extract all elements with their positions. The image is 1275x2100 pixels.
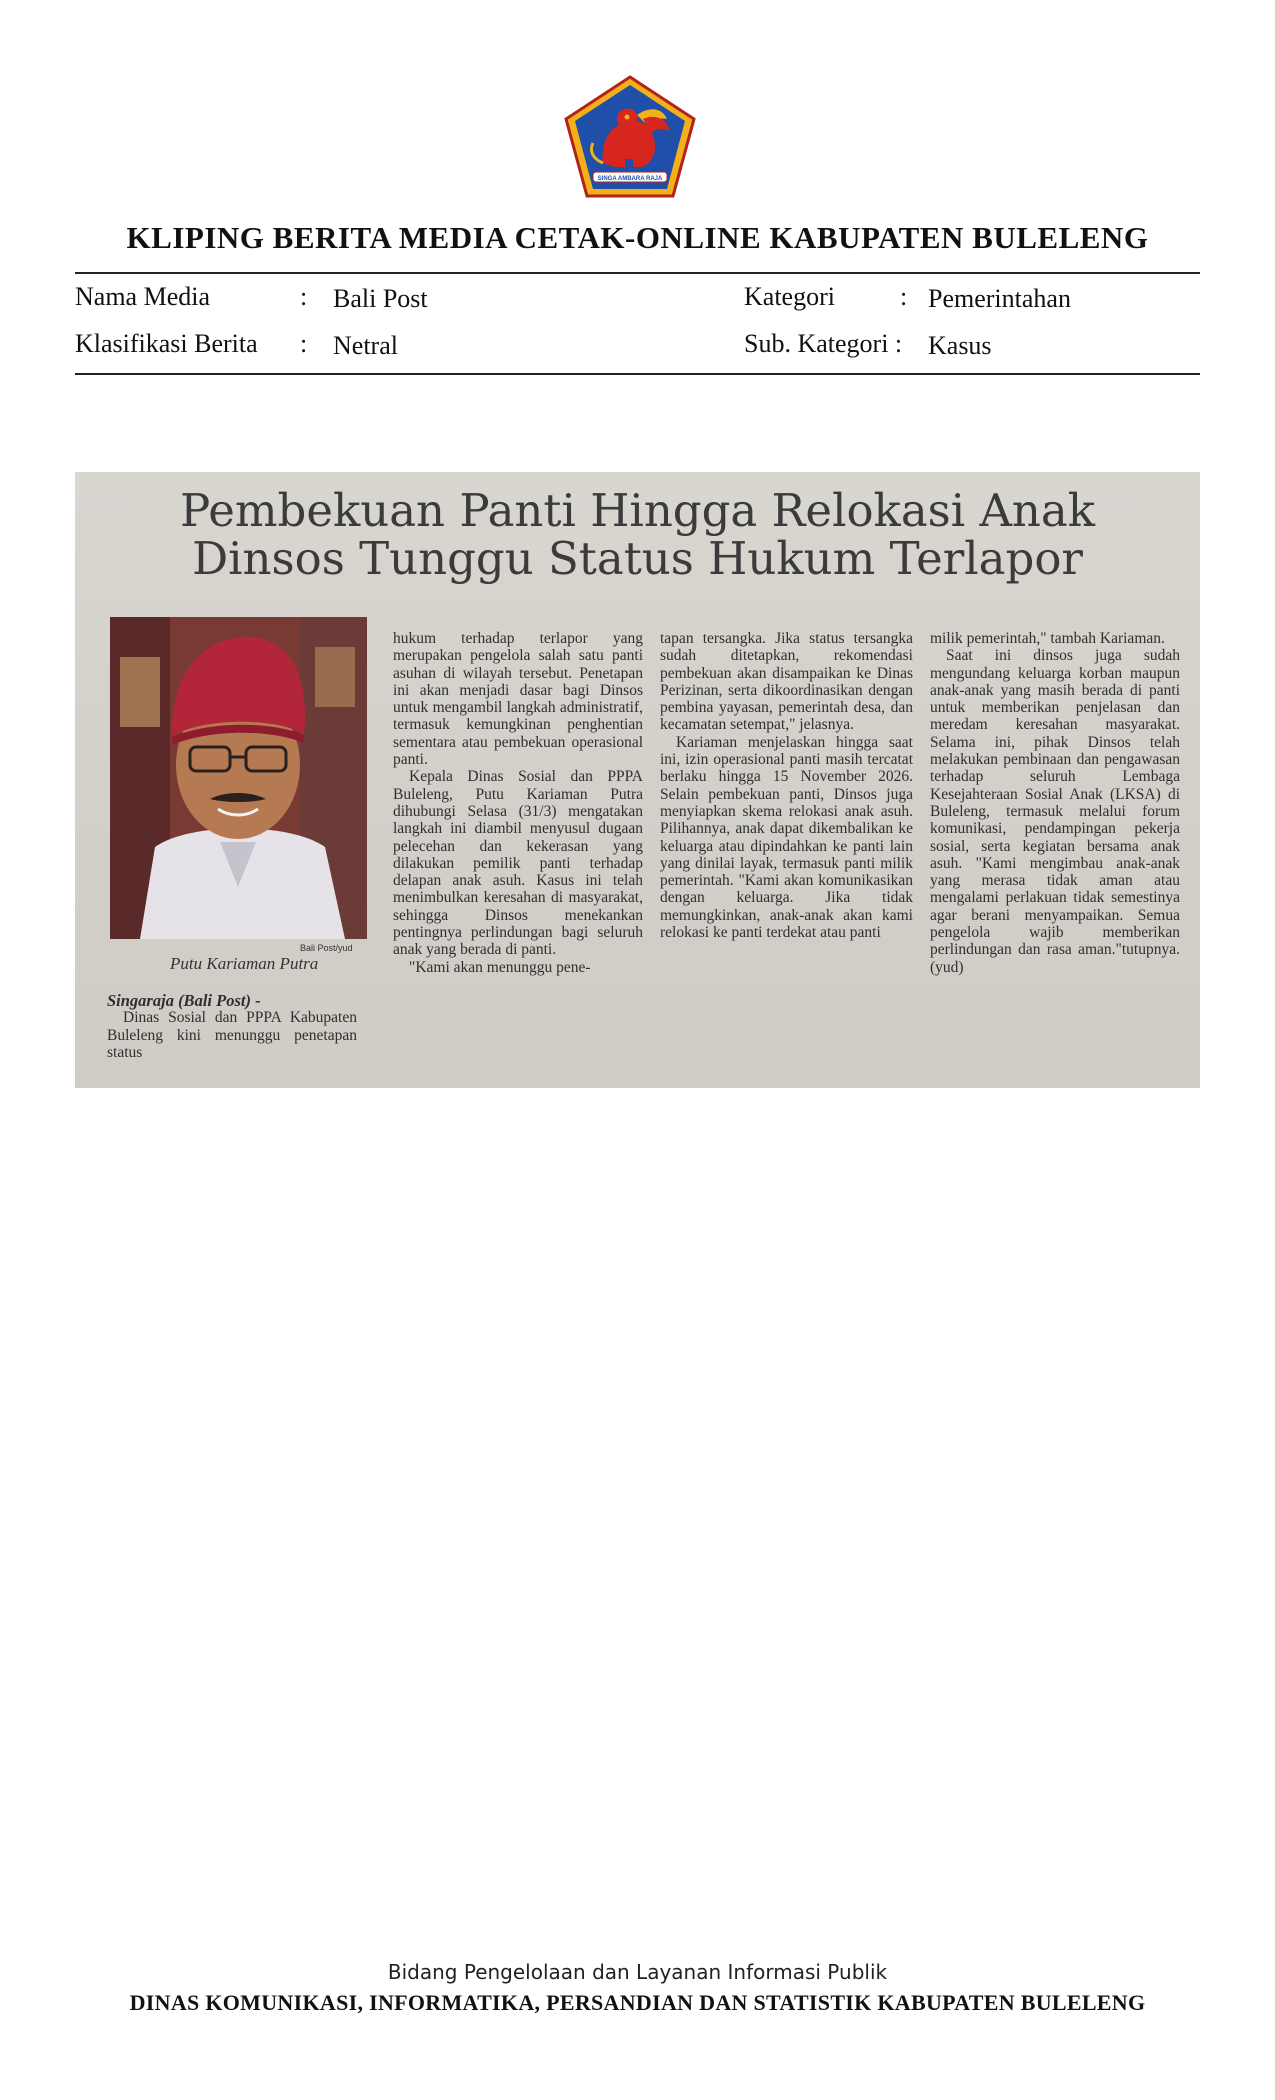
subkategori-label: Sub. Kategori : <box>744 329 903 358</box>
kategori-value: Pemerintahan <box>928 284 1071 313</box>
column-3-paragraph-1: tapan tersangka. Jika status tersangka sudah ditetapkan, rekomendasi pembekuan akan disampaikan ke Dinas Perizinan, serta dikoordinasikan dengan pembina yayasan, pemerintah desa, dan kecamatan setempat," jelasnya. <box>660 630 913 734</box>
subkategori-value: Kasus <box>928 331 992 360</box>
media-value: Bali Post <box>333 284 428 313</box>
column-4-paragraph-1: milik pemerintah," tambah Kariaman. <box>930 630 1165 647</box>
column-2-paragraph-1: hukum terhadap terlapor yang merupakan pengelola salah satu panti asuhan di wilayah tersebut. Penetapan ini akan menjadi dasar bagi Dinsos untuk mengambil langkah administratif, termasuk kemungkinan penghentian sementara atau pembekuan operasional panti. <box>393 630 643 769</box>
bottom-divider <box>75 373 1200 375</box>
kategori-separator: : <box>900 282 908 311</box>
footer-department: Bidang Pengelolaan dan Layanan Informasi Publik <box>387 1960 888 1984</box>
kategori-label: Kategori <box>744 282 835 311</box>
article-column-1 <box>107 992 357 1061</box>
article-column-2 <box>393 630 643 976</box>
kabupaten-buleleng-logo <box>563 75 697 199</box>
article-photo <box>110 617 367 939</box>
klasifikasi-value: Netral <box>333 331 398 360</box>
klasifikasi-label: Klasifikasi Berita <box>75 329 258 358</box>
article-column-3 <box>660 630 913 941</box>
media-label: Nama Media <box>75 282 211 311</box>
column-2-paragraph-3: "Kami akan menunggu pene- <box>409 958 591 976</box>
footer-agency: DINAS KOMUNIKASI, INFORMATIKA, PERSANDIAN DAN STATISTIK KABUPATEN BULELENG <box>129 1990 1146 2015</box>
column-4-paragraph-2: Saat ini dinsos juga sudah mengundang keluarga korban maupun anak-anak yang masih berada di panti untuk memberikan penjelasan dan meredam keresahan masyarakat. Selama ini, pihak Dinsos telah melakukan pembinaan dan pengawasan terhadap seluruh Lembaga Kesejahteraan Sosial Anak (LKSA) di Buleleng, termasuk melalui forum komunikasi, pendampingan pekerja sosial, serta kegiatan bersama anak asuh. "Kami mengimbau anak-anak yang merasa tidak aman atau mengalami perlakuan tidak semestinya agar berani menyampaikan. Semua pengelola wajib memberikan perlindungan dan rasa aman."tutupnya. (yud) <box>930 647 1180 976</box>
portrait-image <box>110 617 367 939</box>
column-1-text: Dinas Sosial dan PPPA Kabupaten Buleleng kini menunggu penetapan status <box>107 1009 357 1061</box>
document-title: KLIPING BERITA MEDIA CETAK-ONLINE KABUPATEN BULELENG <box>126 220 1149 255</box>
svg-text:SINGA AMBARA RAJA: SINGA AMBARA RAJA <box>597 176 663 182</box>
media-separator: : <box>300 282 308 311</box>
top-divider <box>75 272 1200 274</box>
article-column-4 <box>930 630 1180 976</box>
headline-line-2: Dinsos Tunggu Status Hukum Terlapor <box>192 532 1083 585</box>
column-3-paragraph-2: Kariaman menjelaskan hingga saat ini, izin operasional panti masih tercatat berlaku hingga 15 November 2026. Selain pembekuan panti, Dinsos juga menyiapkan skema relokasi anak asuh. Pilihannya, anak dapat dikembalikan ke keluarga atau dipindahkan ke panti lain yang dinilai layak, termasuk panti milik pemerintah. "Kami akan komunikasikan dengan keluarga. Jika tidak memungkinkan, anak-anak akan kami relokasi ke panti terdekat atau panti <box>660 733 913 942</box>
photo-credit: Bali Post/yud <box>300 943 353 953</box>
headline-line-1: Pembekuan Panti Hingga Relokasi Anak <box>179 484 1096 537</box>
newspaper-clipping <box>75 472 1200 1088</box>
article-dateline: Singaraja (Bali Post) - <box>107 991 261 1010</box>
klasifikasi-separator: : <box>300 329 308 358</box>
column-2-paragraph-2: Kepala Dinas Sosial dan PPPA Buleleng, Putu Kariaman Putra dihubungi Selasa (31/3) mengatakan langkah ini diambil menyusul dugaan pelecehan dan kekerasan yang dilakukan pemilik panti terhadap delapan anak asuh. Kasus ini telah menimbulkan keresahan di masyarakat, sehingga Dinsos menekankan pentingnya perlindungan bagi seluruh anak yang berada di panti. <box>393 768 643 959</box>
photo-caption: Putu Kariaman Putra <box>170 954 319 973</box>
